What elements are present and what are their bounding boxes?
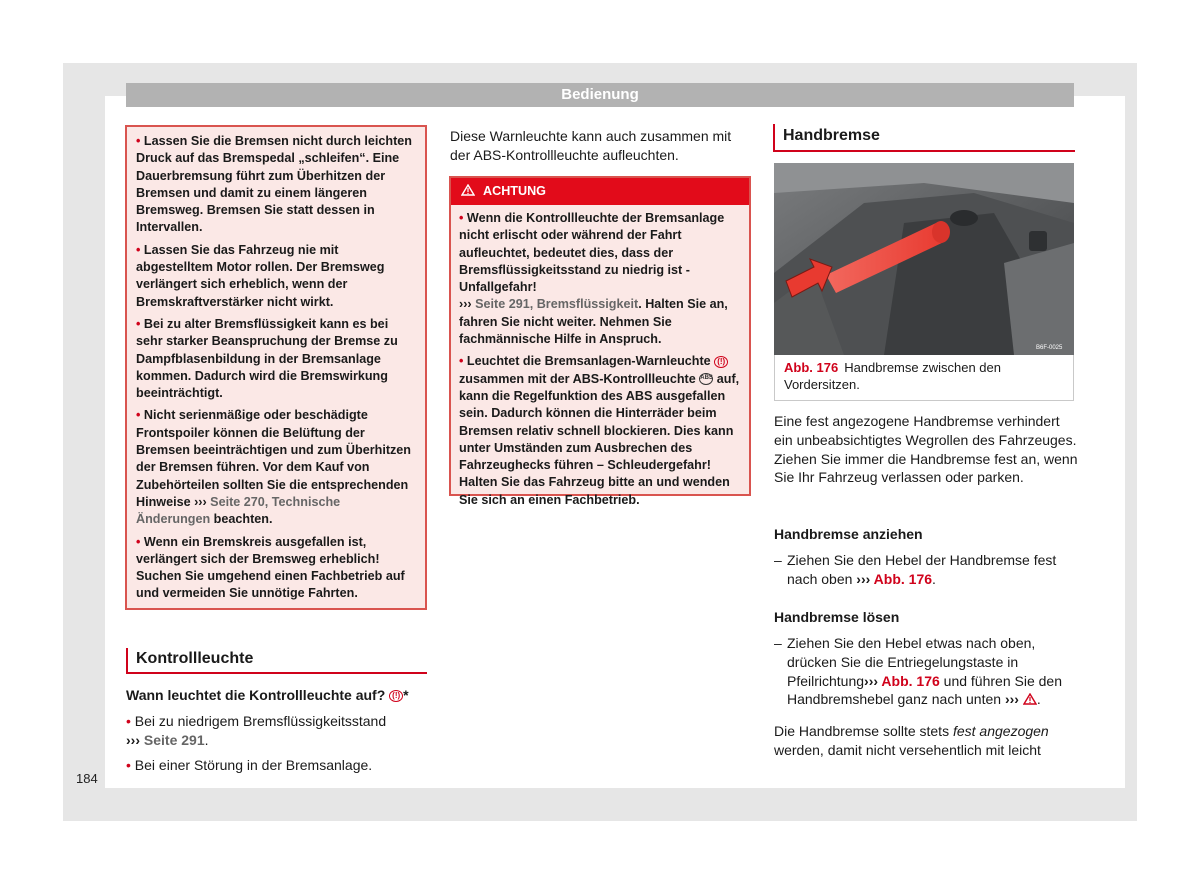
kontroll-question: Wann leuchtet die Kontrollleuchte auf? (!) * [126, 687, 409, 703]
warning-item: • Nicht serienmäßige oder beschädigte Frontspoiler können die Belüftung der Bremsen beeinträchtigen und zum Überhitzen der Bremsen führen. Vor dem Kauf von Zubehörteilen sollten Sie die entsprechenden Hinweise ››› Seite 270, Technische Änderungen beachten. [136, 408, 412, 527]
handbremse-end-text: Die Handbremse sollte stets fest angezogen werden, damit nicht versehentlich mit leicht [774, 723, 1049, 758]
warning-item: • Wenn die Kontrollleuchte der Bremsanlage nicht erlischt oder während der Fahrt aufleuchtet, bedeutet dies, dass der Bremsflüssigkeitsstand zu niedrig ist - Unfallgefahr! ››› Seite 291, Bremsflüssigkeit. Halten Sie an, fahren Sie nicht weiter. Nehmen Sie fachmännische Hilfe in Anspruch. [459, 211, 728, 347]
page-number: 184 [76, 771, 98, 786]
link-abb-176[interactable]: Abb. 176 [870, 570, 933, 587]
brake-warning-icon: (!) [714, 356, 728, 368]
list-item: • Bei einer Störung in der Bremsanlage. [126, 757, 373, 773]
link-abb-176[interactable]: Abb. 176 [878, 672, 940, 689]
step-anziehen: – Ziehen Sie den Hebel der Handbremse fest nach oben ››› Abb. 176. [774, 552, 1057, 587]
heading-handbremse-anziehen: Handbremse anziehen [774, 526, 923, 542]
heading-handbremse: Handbremse [773, 124, 1075, 152]
image-code: B6F-0025 [1036, 345, 1063, 351]
handbremse-intro: Eine fest angezogene Handbremse verhindert ein unbeabsichtigtes Wegrollen des Fahrzeuges. Ziehen Sie immer die Handbremse fest an, wenn Sie Ihr Fahrzeug verlassen oder parken. [774, 413, 1078, 486]
warning-item: • Bei zu alter Bremsflüssigkeit kann es bei sehr starker Beanspruchung der Bremse zu Dampfblasenbildung in der Bremsanlage kommen. Dadurch wird die Bremswirkung beeinträchtigt. [136, 316, 398, 401]
handbrake-illustration [774, 163, 1074, 355]
warning-intro-text: Diese Warnleuchte kann auch zusammen mit der ABS-Kontrollleuchte aufleuchten. [450, 128, 732, 163]
warning-box-brakes [125, 125, 427, 610]
handbrake-photo [774, 163, 1074, 355]
figure-caption: Abb. 176 Handbremse zwischen den Vordersitzen. [774, 355, 1074, 401]
warning-item: • Lassen Sie das Fahrzeug nie mit abgestelltem Motor rollen. Der Bremsweg verlängert sich erheblich, wenn der Bremskraftverstärker nicht wirkt. [136, 242, 385, 309]
link-seite-291-bremsfluessigkeit[interactable]: Seite 291, Bremsflüssigkeit [471, 297, 639, 312]
heading-kontrollleuchte: Kontrollleuchte [126, 648, 427, 674]
heading-handbremse-loesen: Handbremse lösen [774, 609, 900, 625]
brake-warning-icon: (!) [389, 690, 403, 702]
abs-icon: ABS [699, 373, 713, 385]
warning-item: • Leuchtet die Bremsanlagen-Warnleuchte (!) zusammen mit der ABS-Kontrollleuchte ABS auf, kann die Regelfunktion des ABS ausgefallen sein. Dadurch können die Hinterräder beim Bremsen relativ schnell blockieren. Dies kann unter Umständen zum Ausbrechen des Fahrzeughecks führen – Schleudergefahr! Halten Sie das Fahrzeug bitte an und wenden Sie sich an einen Fachbetrieb. [459, 354, 740, 507]
link-seite-291[interactable]: Seite 291 [140, 731, 205, 748]
step-loesen: – Ziehen Sie den Hebel etwas nach oben, drücken Sie die Entriegelungstaste in Pfeilrichtung››› Abb. 176 und führen Sie den Handbremshebel ganz nach unten ››› . [774, 635, 1062, 708]
warning-box-achtung [449, 176, 751, 507]
link-seite-270[interactable]: Seite 270, Technische Änderungen [136, 494, 341, 527]
warning-item: • Lassen Sie die Bremsen nicht durch leichten Druck auf das Bremspedal „schleifen“. Eine Dauerbremsung führt zum Überhitzen der Bremsen und damit zu einem längeren Bremsweg. Bremsen Sie statt dessen in Intervallen. [136, 134, 412, 235]
list-item: • Bei zu niedrigem Bremsflüssigkeitsstand ››› Seite 291. [126, 713, 387, 748]
warning-item: • Wenn ein Bremskreis ausgefallen ist, verlängert sich der Bremsweg erheblich! Suchen Sie umgehend einen Fachbetrieb auf und vermeiden Sie unnötige Fahrten. [136, 534, 405, 601]
warning-title: ACHTUNG [451, 178, 749, 205]
section-header: Bedienung [126, 83, 1074, 107]
warning-triangle-icon[interactable] [1023, 693, 1037, 705]
warning-triangle-icon [461, 184, 475, 196]
